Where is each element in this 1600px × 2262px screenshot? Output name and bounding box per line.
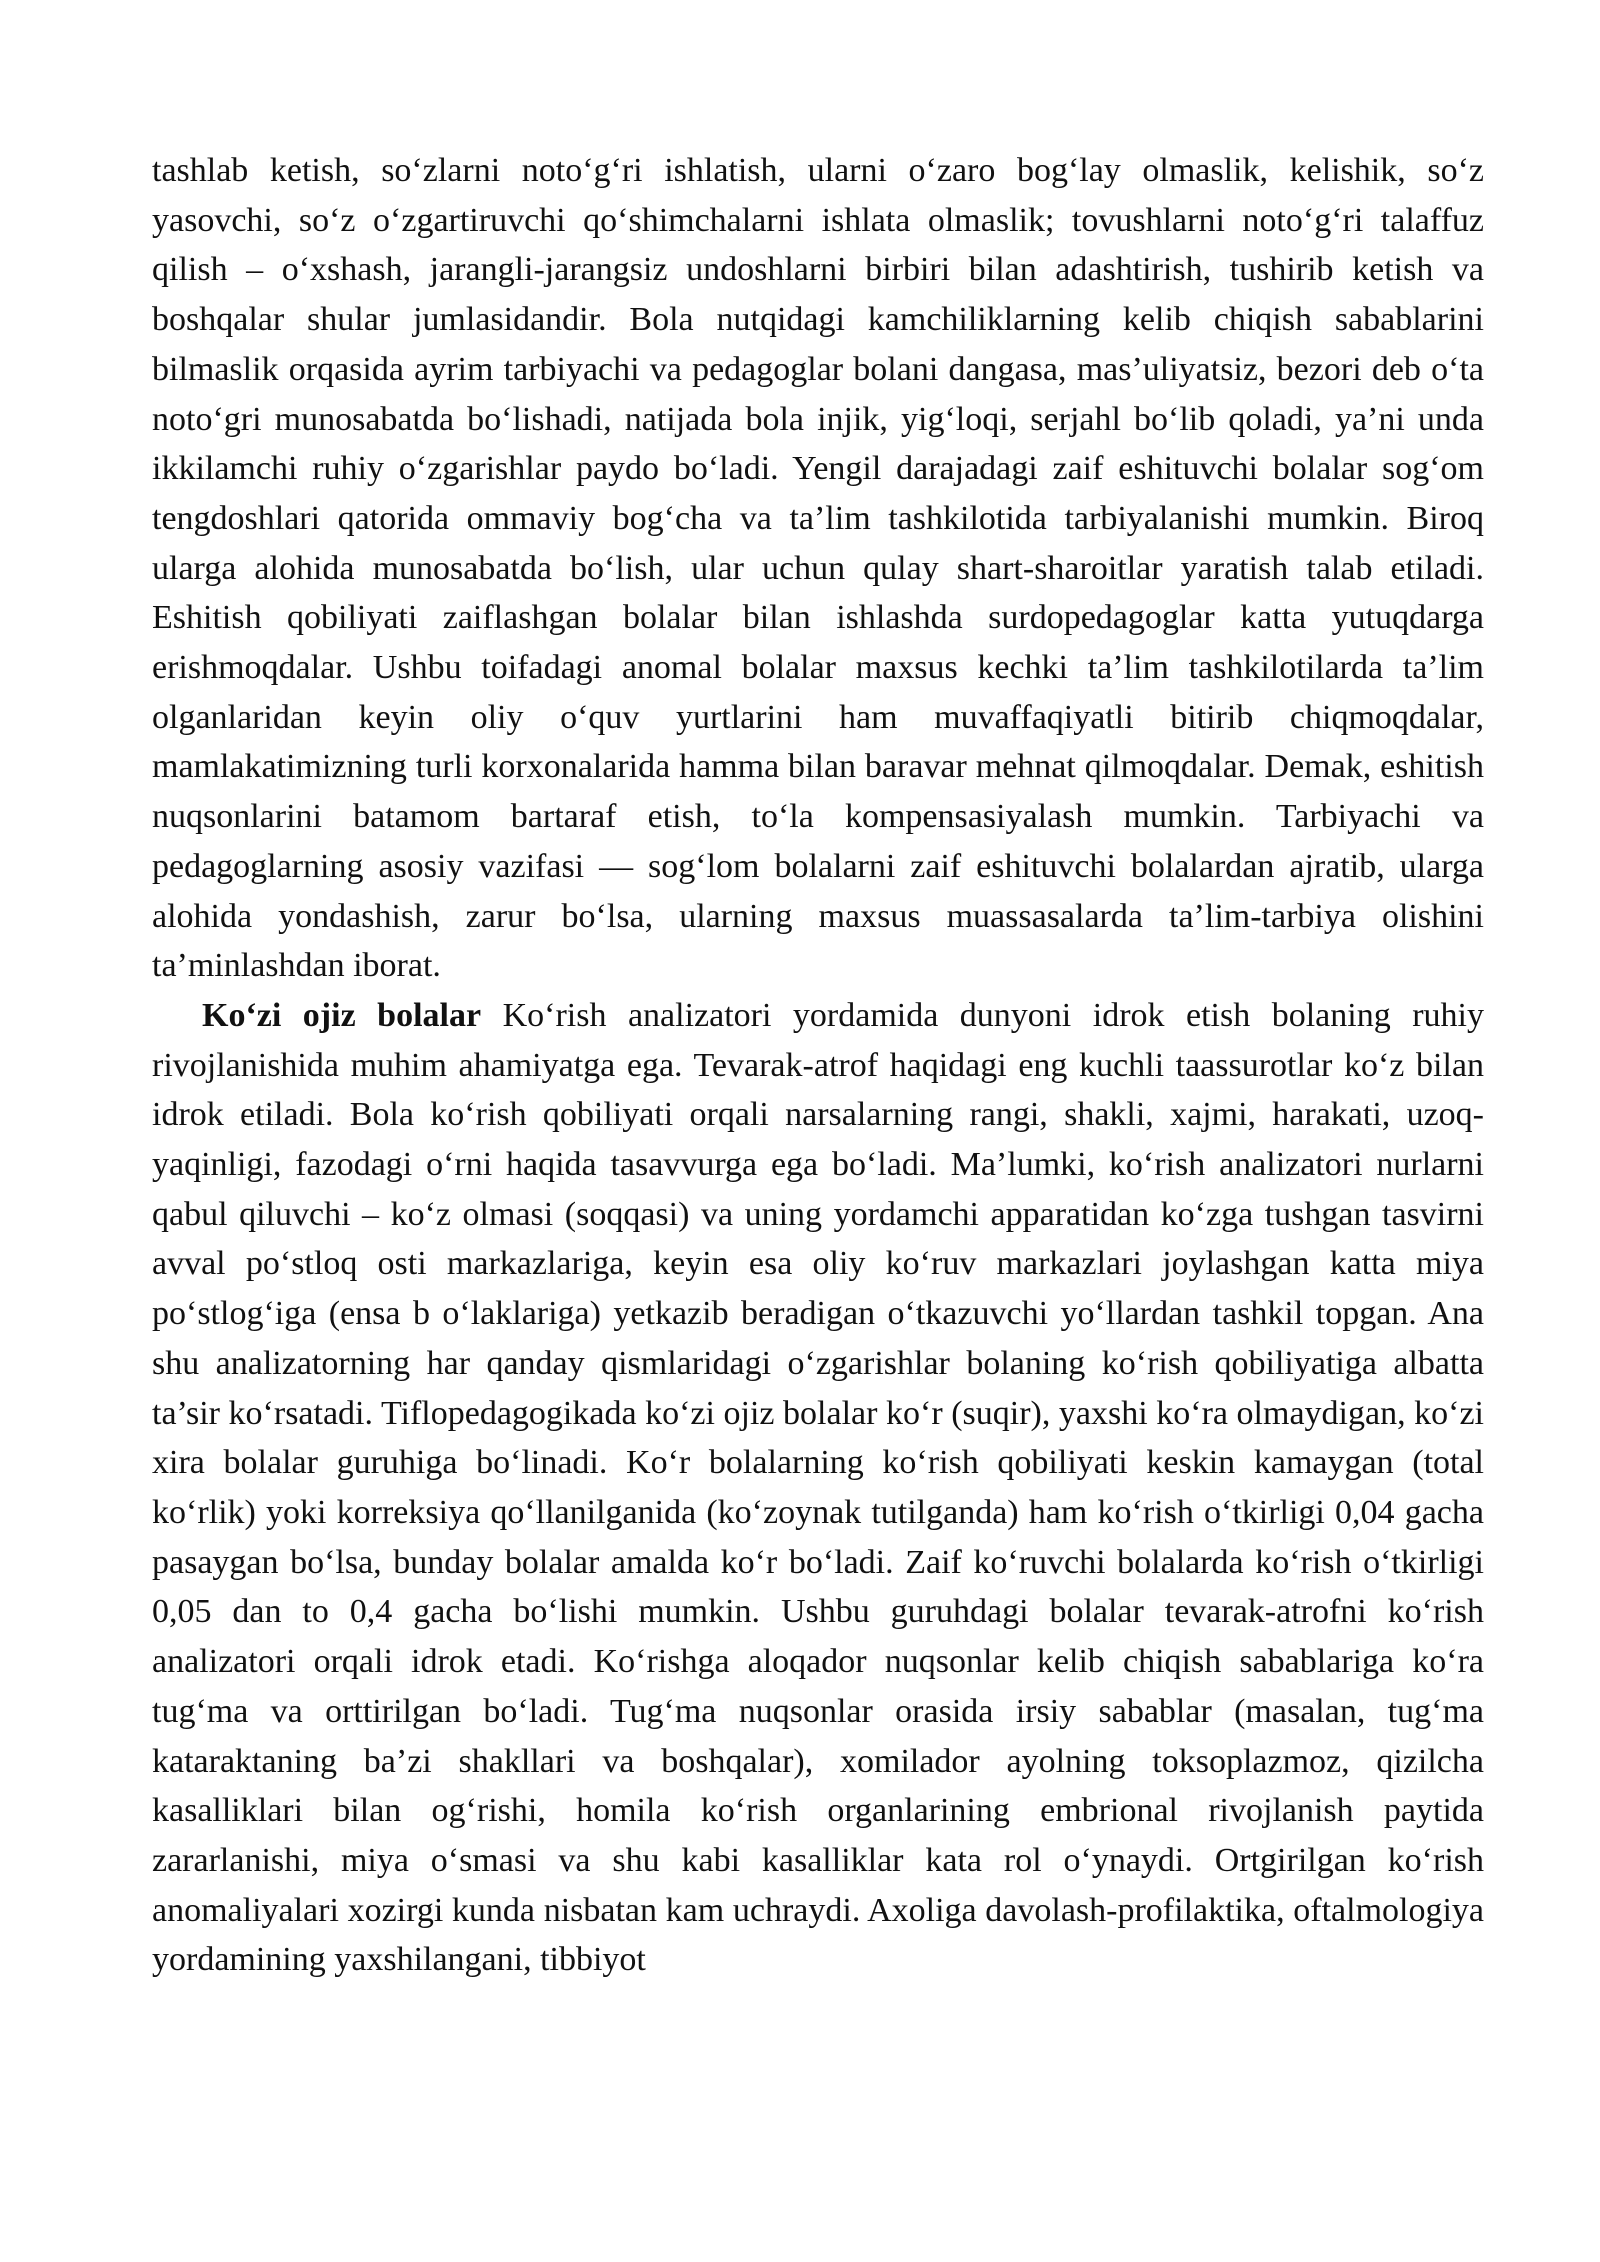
paragraph-hearing-impaired [152,146,1484,991]
section-heading: Ko‘zi ojiz bolalar [202,996,482,1034]
paragraph-text: Ko‘rish analizatori yordamida dunyoni idrok etish bolaning ruhiy rivojlanishida muhim ahamiyatga ega. Tevarak-atrof haqidagi eng kuchli taassurotlar ko‘z bilan idrok etiladi. Bola ko‘rish qobiliyati orqali narsalarning rangi, shakli, xajmi, harakati, uzoq-yaqinligi, fazodagi o‘rni haqida tasavvurga ega bo‘ladi. Ma’lumki, ko‘rish analizatori nurlarni qabul qiluvchi – ko‘z olmasi (soqqasi) va uning yordamchi apparatidan ko‘zga tushgan tasvirni avval po‘stloq osti markazlariga, keyin esa oliy ko‘ruv markazlari joylashgan katta miya po‘stlog‘iga (ensa b o‘laklariga) yetkazib beradigan o‘tkazuvchi yo‘llardan tashkil topgan. Ana shu analizatorning har qanday qismlaridagi o‘zgarishlar bolaning ko‘rish qobiliyatiga albatta ta’sir ko‘rsatadi. Tiflopedagogikada ko‘zi ojiz bolalar ko‘r (suqir), yaxshi ko‘ra olmaydigan, ko‘zi xira bolalar guruhiga bo‘linadi. Ko‘r bolalarning ko‘rish qobiliyati keskin kamaygan (total ko‘rlik) yoki korreksiya qo‘llanilganida (ko‘zoynak tutilganda) ham ko‘rish o‘tkirligi 0,04 gacha pasaygan bo‘lsa, bunday bolalar amalda ko‘r bo‘ladi. Zaif ko‘ruvchi bolalarda ko‘rish o‘tkirligi 0,05 dan to 0,4 gacha bo‘lishi mumkin. Ushbu guruhdagi bolalar tevarak-atrofni ko‘rish analizatori orqali idrok etadi. Ko‘rishga aloqador nuqsonlar kelib chiqish sabablariga ko‘ra tug‘ma va orttirilgan bo‘ladi. Tug‘ma nuqsonlar orasida irsiy sabablar (masalan, tug‘ma kataraktaning ba’zi shakllari va boshqalar), xomilador ayolning toksoplazmoz, qizilcha kasalliklari bilan og‘rishi, homila ko‘rish organlarining embrional rivojlanish paytida zararlanishi, miya o‘smasi va shu kabi kasalliklar kata rol o‘ynaydi. Ortgirilgan ko‘rish anomaliyalari xozirgi kunda nisbatan kam uchraydi. Axoliga davolash-profilaktika, oftalmologiya yordamining yaxshilangani, tibbiyot [152,996,1484,1979]
document-page [152,146,1484,1985]
paragraph-visually-impaired [152,991,1484,1985]
paragraph-text: tashlab ketish, so‘zlarni noto‘g‘ri ishlatish, ularni o‘zaro bog‘lay olmaslik, kelishik, so‘z yasovchi, so‘z o‘zgartiruvchi qo‘shimchalarni ishlata olmaslik; tovushlarni noto‘g‘ri talaffuz qilish – o‘xshash, jarangli-jarangsiz undoshlarni birbiri bilan adashtirish, tushirib ketish va boshqalar shular jumlasidandir. Bola nutqidagi kamchiliklarning kelib chiqish sabablarini bilmaslik orqasida ayrim tarbiyachi va pedagoglar bolani dangasa, mas’uliyatsiz, bezori deb o‘ta noto‘gri munosabatda bo‘lishadi, natijada bola injik, yig‘loqi, serjahl bo‘lib qoladi, ya’ni unda ikkilamchi ruhiy o‘zgarishlar paydo bo‘ladi. Yengil darajadagi zaif eshituvchi bolalar sog‘om tengdoshlari qatorida ommaviy bog‘cha va ta’lim tashkilotida tarbiyalanishi mumkin. Biroq ularga alohida munosabatda bo‘lish, ular uchun qulay shart-sharoitlar yaratish talab etiladi. Eshitish qobiliyati zaiflashgan bolalar bilan ishlashda surdopedagoglar katta yutuqdarga erishmoqdalar. Ushbu toifadagi anomal bolalar maxsus kechki ta’lim tashkilotilarda ta’lim olganlaridan keyin oliy o‘quv yurtlarini ham muvaffaqiyatli bitirib chiqmoqdalar, mamlakatimizning turli korxonalarida hamma bilan baravar mehnat qilmoqdalar. Demak, eshitish nuqsonlarini batamom bartaraf etish, to‘la kompensasiyalash mumkin. Tarbiyachi va pedagoglarning asosiy vazifasi — sog‘lom bolalarni zaif eshituvchi bolalardan ajratib, ularga alohida yondashish, zarur bo‘lsa, ularning maxsus muassasalarda ta’lim-tarbiya olishini ta’minlashdan iborat. [152,152,1484,985]
